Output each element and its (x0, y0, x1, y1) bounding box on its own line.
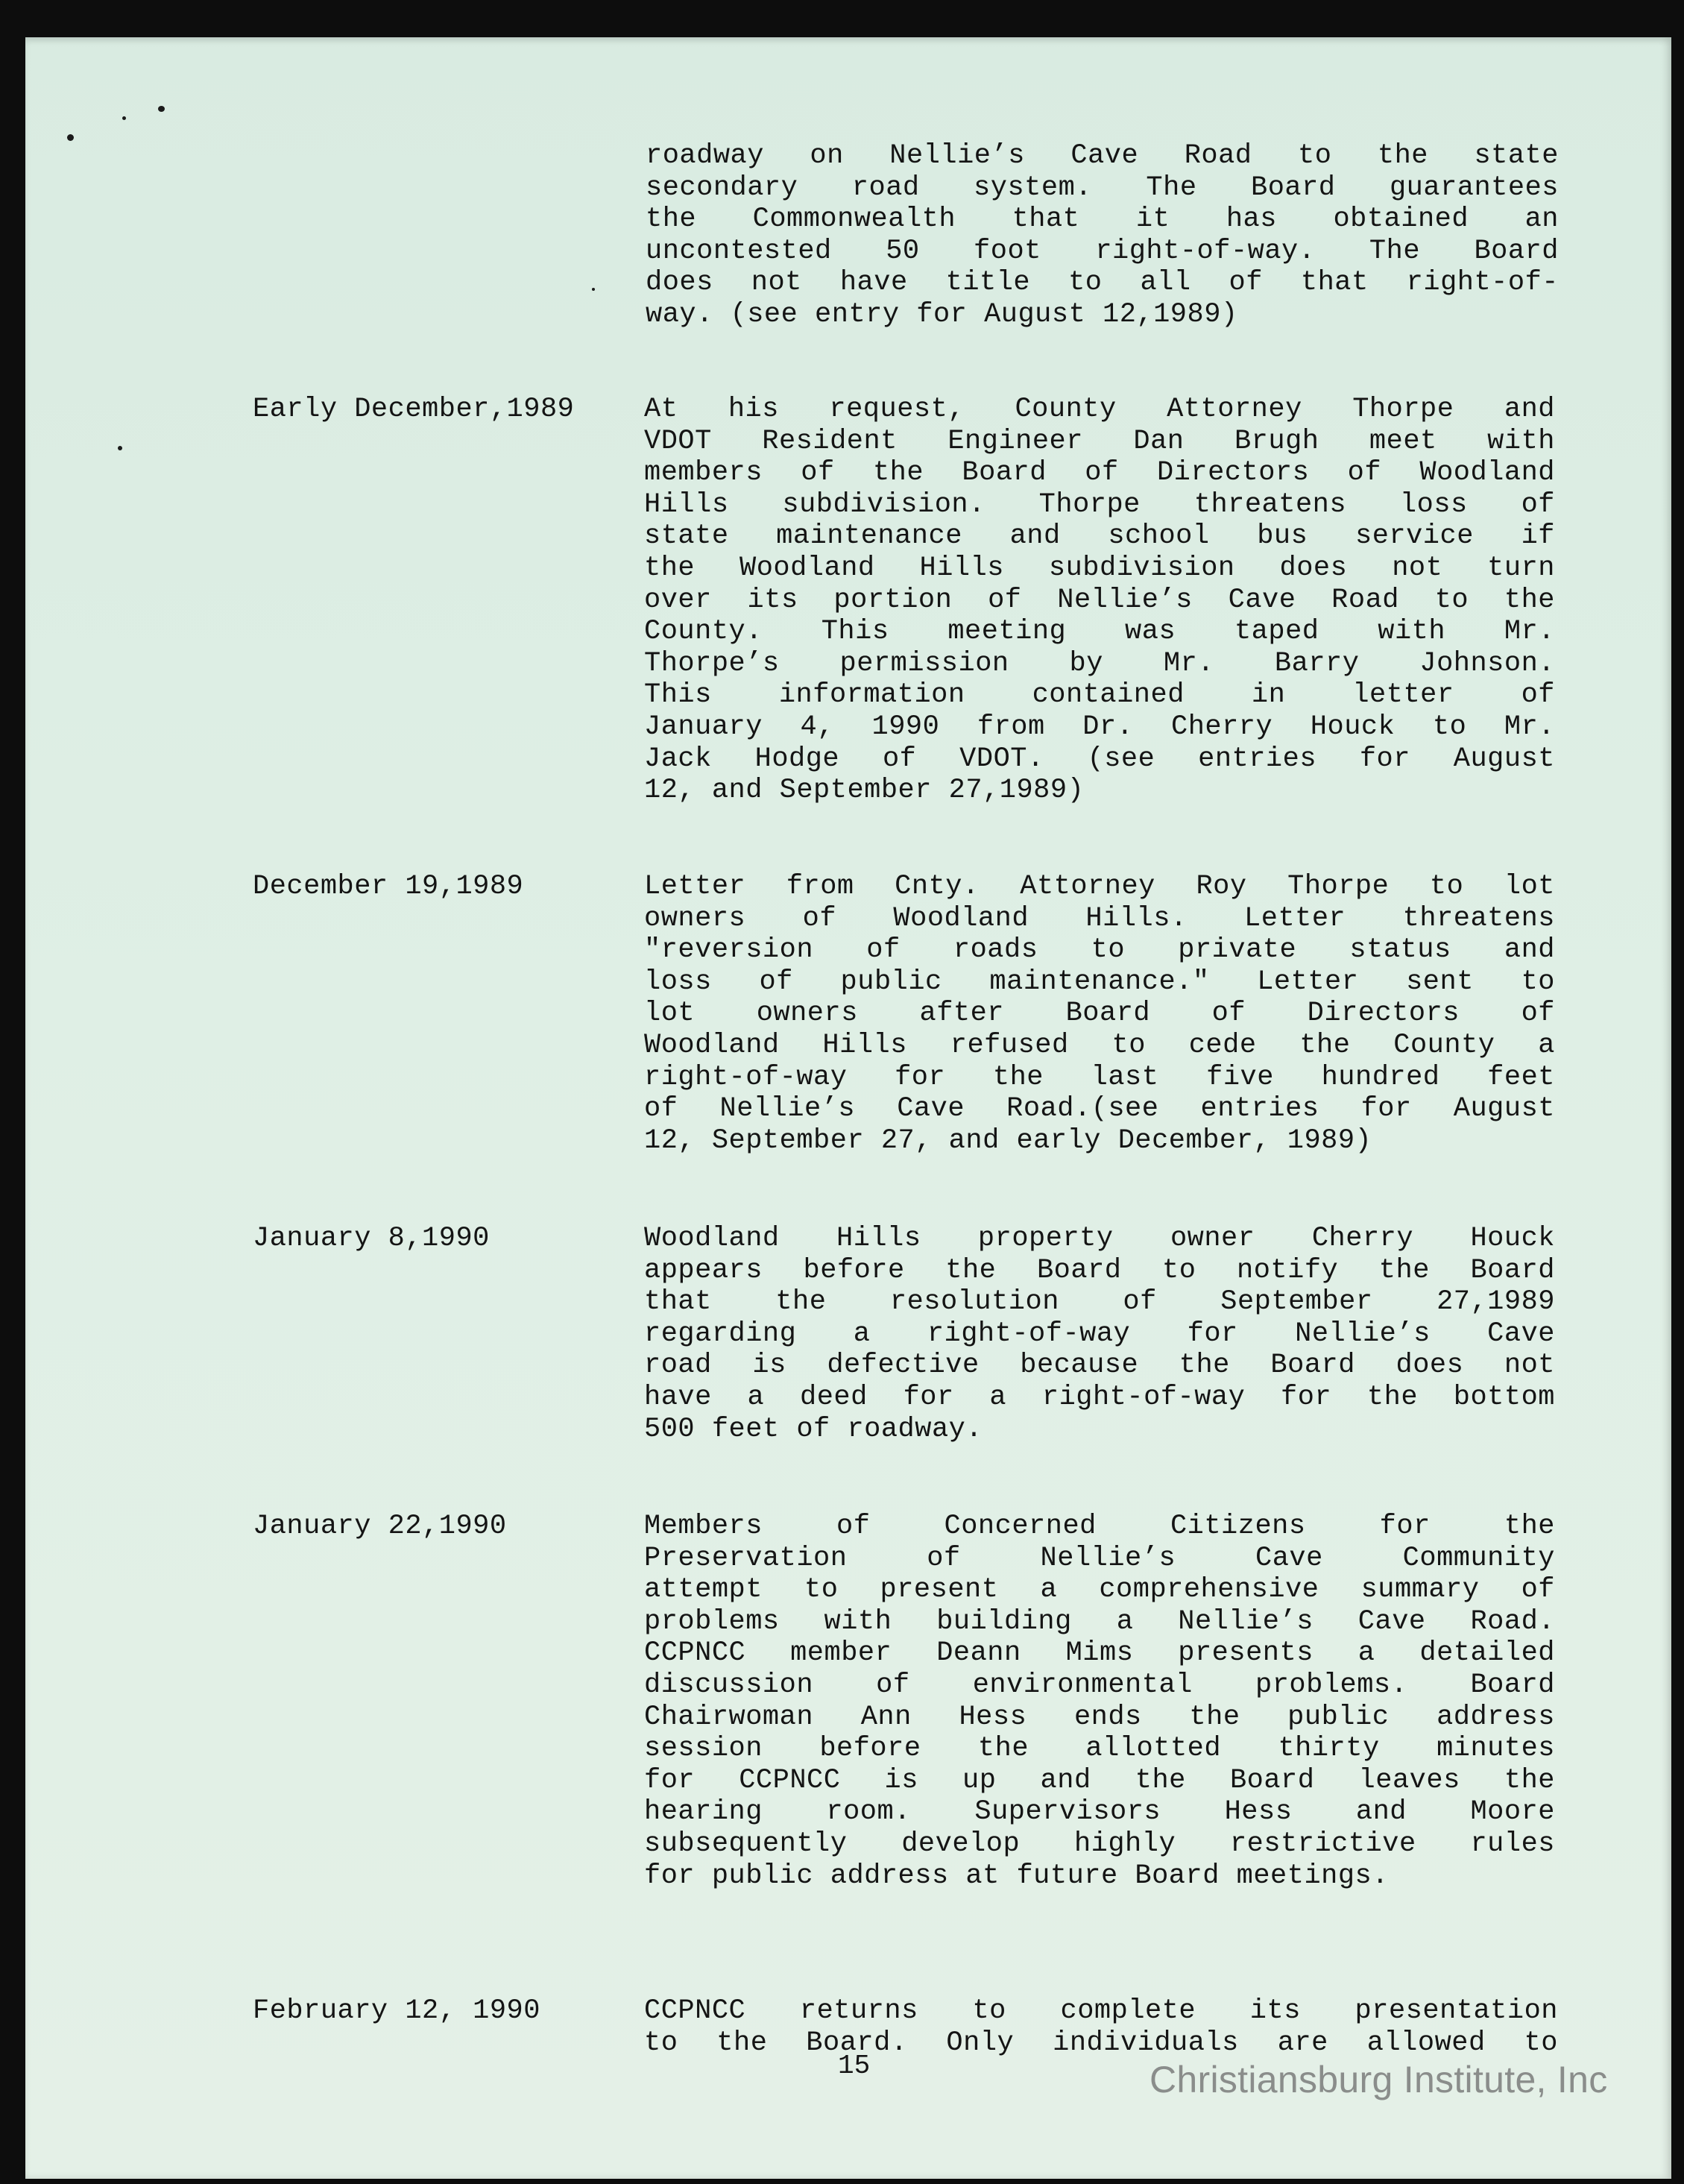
text-line: At his request, County Attorney Thorpe and (644, 394, 1555, 425)
page-number: 15 (838, 2051, 871, 2081)
text-line: Chairwoman Ann Hess ends the public address (644, 1701, 1555, 1733)
text-line: way. (see entry for August 12,1989) (646, 298, 1238, 330)
text-line: for public address at future Board meetings. (644, 1860, 1389, 1892)
text-line: problems with building a Nellie’s Cave Road. (644, 1605, 1555, 1637)
text-line: County. This meeting was taped with Mr. (644, 616, 1555, 648)
text-line: secondary road system. The Board guarantees (646, 171, 1559, 204)
text-line: over its portion of Nellie’s Cave Road to the (644, 584, 1555, 616)
text-line: to the Board. Only individuals are allowed to (644, 2027, 1558, 2059)
text-line: uncontested 50 foot right-of-way. The Board (646, 235, 1559, 267)
text-line: owners of Woodland Hills. Letter threatens (644, 902, 1555, 934)
text-line: loss of public maintenance." Letter sent to (644, 966, 1555, 998)
text-line: the Commonwealth that it has obtained an (646, 204, 1559, 236)
text-line: of Nellie’s Cave Road.(see entries for August (644, 1093, 1555, 1125)
text-line: 12, September 27, and early December, 1989) (644, 1124, 1372, 1156)
paper-speck (158, 106, 165, 112)
text-line: the Woodland Hills subdivision does not turn (644, 552, 1555, 584)
text-line: state maintenance and school bus service if (644, 520, 1555, 553)
text-line: members of the Board of Directors of Woodland (644, 457, 1555, 489)
text-line: attempt to present a comprehensive summary of (644, 1574, 1555, 1606)
text-line: session before the allotted thirty minutes (644, 1733, 1555, 1765)
entry-text (644, 871, 1555, 1156)
text-line: 12, and September 27,1989) (644, 775, 1085, 807)
text-line: does not have title to all of that right-of- (646, 267, 1559, 299)
text-line: VDOT Resident Engineer Dan Brugh meet with (644, 425, 1555, 457)
text-line: Members of Concerned Citizens for the (644, 1511, 1555, 1542)
text-line: Preservation of Nellie’s Cave Community (644, 1542, 1555, 1574)
text-line: lot owners after Board of Directors of (644, 998, 1555, 1030)
text-line: Thorpe’s permission by Mr. Barry Johnson. (644, 647, 1555, 679)
text-line: CCPNCC member Deann Mims presents a detailed (644, 1637, 1555, 1670)
entry-date: December 19,1989 (253, 871, 524, 902)
entry-date: February 12, 1990 (253, 1995, 540, 2027)
text-line: discussion of environmental problems. Board (644, 1669, 1555, 1701)
text-line: subsequently develop highly restrictive rules (644, 1828, 1555, 1860)
entry-text (644, 1223, 1555, 1445)
text-line: Jack Hodge of VDOT. (see entries for August (644, 743, 1555, 775)
entry-text (644, 1511, 1555, 1892)
text-line: appears before the Board to notify the Board (644, 1254, 1555, 1286)
entry-text (646, 140, 1559, 331)
text-line: Hills subdivision. Thorpe threatens loss of (644, 488, 1555, 520)
text-line: CCPNCC returns to complete its presentation (644, 1995, 1558, 2027)
text-line: January 4, 1990 from Dr. Cherry Houck to Mr. (644, 711, 1555, 743)
entry-date: Early December,1989 (253, 394, 575, 425)
text-line: that the resolution of September 27,1989 (644, 1286, 1555, 1318)
text-line: "reversion of roads to private status and (644, 934, 1555, 966)
entry-date: January 8,1990 (253, 1223, 490, 1254)
paper-speck (67, 134, 74, 141)
watermark: Christiansburg Institute, Inc (1150, 2059, 1608, 2100)
text-line: Woodland Hills refused to cede the County a (644, 1029, 1555, 1061)
entry-text (644, 1995, 1558, 2059)
paper-speck (122, 116, 126, 120)
paper-speck (118, 446, 122, 450)
entry-date: January 22,1990 (253, 1511, 507, 1542)
text-line: right-of-way for the last five hundred feet (644, 1061, 1555, 1093)
text-line: have a deed for a right-of-way for the bottom (644, 1381, 1555, 1413)
paper-speck (592, 288, 595, 291)
text-line: roadway on Nellie’s Cave Road to the state (646, 140, 1559, 171)
text-line: regarding a right-of-way for Nellie’s Cave (644, 1318, 1555, 1350)
document-page (25, 37, 1671, 2179)
text-line: Letter from Cnty. Attorney Roy Thorpe to lot (644, 871, 1555, 902)
text-line: for CCPNCC is up and the Board leaves the (644, 1764, 1555, 1796)
entry-text (644, 394, 1555, 807)
text-line: This information contained in letter of (644, 679, 1555, 711)
text-line: 500 feet of roadway. (644, 1413, 983, 1445)
text-line: Woodland Hills property owner Cherry Houck (644, 1223, 1555, 1254)
text-line: road is defective because the Board does not (644, 1350, 1555, 1382)
text-line: hearing room. Supervisors Hess and Moore (644, 1796, 1555, 1828)
